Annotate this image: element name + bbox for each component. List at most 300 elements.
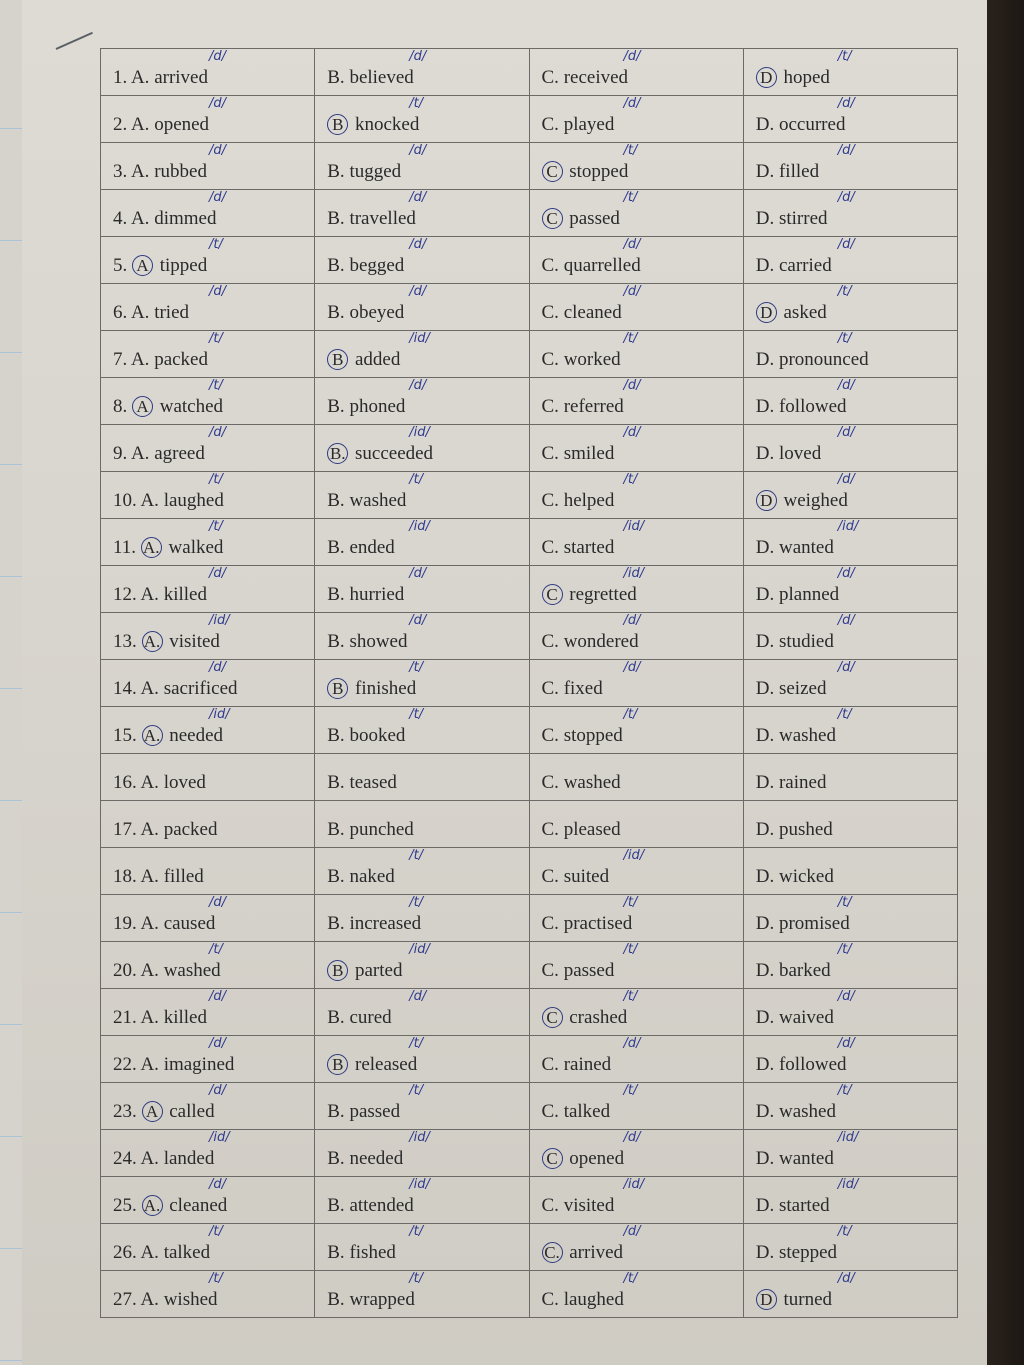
option-cell-c[interactable] [529, 660, 743, 707]
option-cell-b[interactable] [315, 1177, 529, 1224]
handwritten-phonetic-note: /d/ [209, 284, 227, 299]
option-text [756, 960, 831, 982]
option-cell-c[interactable] [529, 707, 743, 754]
option-cell-b[interactable] [315, 754, 529, 801]
question-row [101, 1177, 958, 1224]
option-word: played [563, 114, 615, 135]
option-letter: C. [541, 443, 559, 464]
circled-answer-letter: C [542, 1148, 563, 1169]
option-cell-c[interactable] [529, 942, 743, 989]
option-cell-d[interactable] [743, 895, 957, 942]
option-text [113, 208, 216, 230]
option-cell-c[interactable] [529, 49, 743, 96]
option-cell-a[interactable] [101, 1271, 315, 1318]
handwritten-phonetic-note: /d/ [209, 989, 227, 1004]
handwritten-phonetic-note: /t/ [409, 660, 424, 675]
option-cell-c[interactable] [529, 1224, 743, 1271]
option-word: stepped [778, 1242, 838, 1263]
option-text [327, 1289, 415, 1311]
option-cell-d[interactable] [743, 143, 957, 190]
question-row [101, 237, 958, 284]
option-letter: B. [327, 302, 345, 323]
handwritten-phonetic-note: /t/ [409, 707, 424, 722]
option-word: crashed [569, 1007, 628, 1028]
option-text [542, 255, 641, 277]
option-cell-a[interactable] [101, 660, 315, 707]
option-letter: B. [327, 537, 345, 558]
option-cell-b[interactable] [315, 1083, 529, 1130]
option-cell-b[interactable] [315, 190, 529, 237]
circled-answer-letter: B [327, 1054, 348, 1075]
option-text [756, 255, 832, 277]
option-text [113, 678, 238, 700]
option-word: wrapped [349, 1289, 415, 1310]
option-cell-d[interactable] [743, 519, 957, 566]
option-word: laughed [163, 490, 224, 511]
question-row [101, 754, 958, 801]
handwritten-phonetic-note: /d/ [623, 1130, 641, 1145]
option-cell-c[interactable] [529, 237, 743, 284]
question-number: 5. [113, 255, 128, 276]
circled-answer-letter: D [756, 490, 777, 511]
option-cell-c[interactable] [529, 1036, 743, 1083]
option-text [756, 678, 827, 700]
option-letter: B. [327, 1289, 345, 1310]
notebook-rule-line [0, 1360, 22, 1361]
option-cell-d[interactable] [743, 613, 957, 660]
option-text [113, 537, 223, 559]
option-text [756, 1195, 830, 1217]
handwritten-phonetic-note: /id/ [409, 331, 430, 346]
option-cell-a[interactable] [101, 1083, 315, 1130]
handwritten-phonetic-note: /d/ [623, 660, 641, 675]
option-word: agreed [154, 443, 205, 464]
handwritten-phonetic-note: /t/ [837, 895, 852, 910]
question-number: 21. [113, 1007, 137, 1028]
handwritten-phonetic-note: /d/ [837, 989, 855, 1004]
option-cell-c[interactable] [529, 1083, 743, 1130]
option-cell-b[interactable] [315, 613, 529, 660]
handwritten-phonetic-note: /id/ [409, 425, 430, 440]
option-text [756, 1148, 834, 1170]
option-cell-d[interactable] [743, 1271, 957, 1318]
option-cell-b[interactable] [315, 895, 529, 942]
option-cell-c[interactable] [529, 754, 743, 801]
option-letter: C. [541, 349, 559, 370]
option-text [756, 1101, 836, 1123]
option-text [327, 1007, 391, 1029]
option-word: talked [163, 1242, 211, 1263]
option-letter: A. [130, 67, 150, 88]
circled-answer-letter: A [132, 396, 153, 417]
option-letter: C. [541, 114, 559, 135]
option-cell-a[interactable] [101, 1130, 315, 1177]
option-word: received [563, 67, 629, 88]
option-cell-d[interactable] [743, 566, 957, 613]
option-cell-d[interactable] [743, 425, 957, 472]
option-cell-b[interactable] [315, 848, 529, 895]
option-text [327, 1195, 414, 1217]
option-cell-c[interactable] [529, 848, 743, 895]
option-cell-b[interactable] [315, 237, 529, 284]
option-text [113, 631, 220, 653]
option-cell-b[interactable] [315, 942, 529, 989]
option-word: wanted [778, 537, 834, 558]
circled-answer-letter: A. [142, 1195, 163, 1216]
option-word: killed [163, 584, 207, 605]
option-cell-a[interactable] [101, 1177, 315, 1224]
option-cell-b[interactable] [315, 284, 529, 331]
handwritten-phonetic-note: /d/ [409, 613, 427, 628]
option-cell-a[interactable] [101, 96, 315, 143]
option-cell-d[interactable] [743, 1036, 957, 1083]
option-letter: B. [327, 631, 345, 652]
option-letter: D. [755, 960, 775, 981]
option-text [542, 537, 615, 559]
option-cell-a[interactable] [101, 378, 315, 425]
option-letter: D. [755, 866, 775, 887]
option-text [542, 302, 622, 324]
option-cell-a[interactable] [101, 49, 315, 96]
handwritten-phonetic-note: /t/ [409, 895, 424, 910]
option-cell-d[interactable] [743, 754, 957, 801]
option-cell-a[interactable] [101, 237, 315, 284]
option-text [756, 1054, 847, 1076]
handwritten-phonetic-note: /t/ [623, 143, 638, 158]
option-cell-b[interactable] [315, 49, 529, 96]
question-row [101, 989, 958, 1036]
option-letter: B. [327, 725, 345, 746]
option-word: released [355, 1054, 418, 1075]
option-letter: B. [327, 913, 345, 934]
option-cell-b[interactable] [315, 96, 529, 143]
option-letter: D. [755, 114, 775, 135]
option-cell-d[interactable] [743, 190, 957, 237]
option-text [113, 913, 215, 935]
option-cell-a[interactable] [101, 331, 315, 378]
option-text [756, 772, 827, 794]
option-letter: D. [755, 913, 775, 934]
option-cell-a[interactable] [101, 848, 315, 895]
option-text [327, 67, 414, 89]
question-number: 12. [113, 584, 137, 605]
option-letter: C. [541, 678, 559, 699]
option-letter: D. [755, 772, 775, 793]
option-cell-b[interactable] [315, 707, 529, 754]
option-letter: C. [541, 255, 559, 276]
option-cell-d[interactable] [743, 96, 957, 143]
option-cell-d[interactable] [743, 237, 957, 284]
option-cell-c[interactable] [529, 472, 743, 519]
option-cell-b[interactable] [315, 425, 529, 472]
option-cell-d[interactable] [743, 331, 957, 378]
option-cell-b[interactable] [315, 143, 529, 190]
option-text [113, 772, 206, 794]
option-word: followed [778, 1054, 847, 1075]
handwritten-phonetic-note: /t/ [837, 331, 852, 346]
question-row [101, 143, 958, 190]
question-row [101, 707, 958, 754]
question-number: 14. [113, 678, 137, 699]
question-number: 26. [113, 1242, 137, 1263]
option-cell-d[interactable] [743, 660, 957, 707]
option-cell-b[interactable] [315, 1271, 529, 1318]
option-text [113, 490, 224, 512]
question-row [101, 1083, 958, 1130]
option-cell-c[interactable] [529, 143, 743, 190]
question-number: 18. [113, 866, 137, 887]
option-cell-a[interactable] [101, 425, 315, 472]
option-cell-b[interactable] [315, 519, 529, 566]
question-number: 6. [113, 302, 128, 323]
option-letter: B. [327, 67, 345, 88]
option-cell-a[interactable] [101, 190, 315, 237]
option-text [327, 772, 397, 794]
option-letter: C. [541, 960, 559, 981]
option-text [113, 1289, 218, 1311]
option-letter: A. [140, 960, 159, 981]
option-cell-b[interactable] [315, 1036, 529, 1083]
option-text [542, 913, 633, 935]
option-cell-d[interactable] [743, 1130, 957, 1177]
option-word: ended [349, 537, 395, 558]
option-text [327, 1242, 396, 1264]
option-text [542, 1242, 624, 1264]
option-word: landed [163, 1148, 215, 1169]
handwritten-phonetic-note: /id/ [409, 519, 430, 534]
option-cell-a[interactable] [101, 519, 315, 566]
option-text [542, 725, 623, 747]
option-cell-b[interactable] [315, 1224, 529, 1271]
question-number: 23. [113, 1101, 137, 1122]
option-text [327, 631, 407, 653]
option-cell-d[interactable] [743, 378, 957, 425]
question-number: 25. [113, 1195, 137, 1216]
circled-answer-letter: D [756, 1289, 777, 1310]
option-text [542, 678, 603, 700]
option-word: started [778, 1195, 830, 1216]
option-letter: D. [755, 208, 775, 229]
option-word: stopped [563, 725, 623, 746]
option-text [113, 584, 207, 606]
option-cell-a[interactable] [101, 801, 315, 848]
option-text [327, 1101, 400, 1123]
handwritten-phonetic-note: /d/ [209, 1177, 227, 1192]
option-text [542, 396, 624, 418]
option-cell-a[interactable] [101, 613, 315, 660]
option-cell-a[interactable] [101, 895, 315, 942]
option-cell-b[interactable] [315, 566, 529, 613]
question-number: 11. [113, 537, 137, 558]
option-word: visited [563, 1195, 615, 1216]
option-letter: A. [130, 349, 150, 370]
handwritten-phonetic-note: /t/ [209, 1224, 223, 1239]
handwritten-phonetic-note: /d/ [409, 566, 427, 581]
option-text [327, 584, 404, 606]
option-word: referred [563, 396, 624, 417]
notebook-rule-line [0, 1248, 22, 1249]
option-letter: A. [130, 161, 150, 182]
option-cell-c[interactable] [529, 331, 743, 378]
option-word: attended [349, 1195, 414, 1216]
option-cell-a[interactable] [101, 143, 315, 190]
option-text [542, 819, 621, 841]
handwritten-phonetic-note: /t/ [209, 1271, 223, 1286]
handwritten-phonetic-note: /d/ [209, 143, 227, 158]
option-text [327, 913, 421, 935]
handwritten-phonetic-note: /d/ [209, 660, 227, 675]
option-text [327, 349, 400, 371]
option-word: naked [349, 866, 395, 887]
handwritten-phonetic-note: /d/ [623, 49, 641, 64]
option-cell-a[interactable] [101, 566, 315, 613]
option-cell-a[interactable] [101, 754, 315, 801]
handwritten-phonetic-note: /d/ [409, 237, 427, 252]
option-cell-a[interactable] [101, 707, 315, 754]
option-cell-c[interactable] [529, 1271, 743, 1318]
option-cell-d[interactable] [743, 284, 957, 331]
option-cell-c[interactable] [529, 1130, 743, 1177]
option-cell-d[interactable] [743, 472, 957, 519]
question-row [101, 566, 958, 613]
option-letter: C. [541, 1054, 559, 1075]
handwritten-phonetic-note: /t/ [837, 942, 852, 957]
option-word: fished [349, 1242, 396, 1263]
handwritten-phonetic-note: /t/ [623, 895, 638, 910]
option-letter: C. [541, 396, 559, 417]
handwritten-phonetic-note: /d/ [623, 96, 641, 111]
option-cell-c[interactable] [529, 378, 743, 425]
notebook-rule-line [0, 352, 22, 353]
handwritten-phonetic-note: /d/ [409, 378, 427, 393]
option-text [756, 819, 833, 841]
option-cell-a[interactable] [101, 1036, 315, 1083]
option-word: wondered [563, 631, 639, 652]
option-cell-c[interactable] [529, 519, 743, 566]
question-row [101, 378, 958, 425]
circled-answer-letter: B. [327, 443, 348, 464]
option-text [113, 396, 223, 418]
option-cell-a[interactable] [101, 472, 315, 519]
handwritten-phonetic-note: /d/ [209, 425, 227, 440]
handwritten-phonetic-note: /d/ [623, 237, 641, 252]
option-text [327, 114, 419, 136]
option-text [756, 725, 836, 747]
handwritten-phonetic-note: /d/ [837, 378, 855, 393]
pronunciation-answer-table [100, 48, 958, 1318]
option-cell-b[interactable] [315, 1130, 529, 1177]
handwritten-phonetic-note: /d/ [209, 566, 227, 581]
handwritten-phonetic-note: /id/ [209, 1130, 230, 1145]
option-word: imagined [163, 1054, 235, 1075]
question-number: 3. [113, 161, 128, 182]
option-letter: A. [130, 302, 150, 323]
option-text [327, 960, 402, 982]
question-number: 20. [113, 960, 137, 981]
option-word: planned [778, 584, 840, 605]
option-letter: C. [541, 819, 559, 840]
option-cell-d[interactable] [743, 989, 957, 1036]
option-cell-d[interactable] [743, 707, 957, 754]
option-letter: C. [541, 913, 559, 934]
option-letter: C. [541, 772, 559, 793]
option-cell-d[interactable] [743, 942, 957, 989]
option-word: teased [349, 772, 397, 793]
handwritten-phonetic-note: /id/ [623, 1177, 645, 1192]
option-cell-c[interactable] [529, 989, 743, 1036]
option-cell-b[interactable] [315, 989, 529, 1036]
option-cell-d[interactable] [743, 49, 957, 96]
handwritten-phonetic-note: /d/ [209, 190, 227, 205]
option-letter: D. [755, 1195, 775, 1216]
option-cell-b[interactable] [315, 472, 529, 519]
option-text [327, 161, 401, 183]
handwritten-phonetic-note: /t/ [837, 707, 852, 722]
option-cell-d[interactable] [743, 801, 957, 848]
handwritten-phonetic-note: /t/ [409, 96, 424, 111]
option-word: rained [778, 772, 827, 793]
option-cell-d[interactable] [743, 1177, 957, 1224]
option-cell-d[interactable] [743, 1083, 957, 1130]
option-letter: D. [755, 678, 775, 699]
option-word: pushed [778, 819, 833, 840]
option-cell-a[interactable] [101, 942, 315, 989]
option-word: occurred [778, 114, 846, 135]
option-letter: D. [755, 396, 775, 417]
option-word: arrived [569, 1242, 624, 1263]
option-cell-c[interactable] [529, 425, 743, 472]
option-text [542, 1148, 625, 1170]
option-cell-c[interactable] [529, 613, 743, 660]
option-cell-a[interactable] [101, 1224, 315, 1271]
option-cell-b[interactable] [315, 801, 529, 848]
option-word: asked [783, 302, 827, 323]
option-cell-a[interactable] [101, 284, 315, 331]
option-text [756, 537, 834, 559]
option-cell-c[interactable] [529, 190, 743, 237]
handwritten-phonetic-note: /id/ [623, 519, 645, 534]
option-word: arrived [154, 67, 208, 88]
option-text [542, 960, 615, 982]
option-letter: A. [140, 866, 159, 887]
handwritten-phonetic-note: /t/ [623, 989, 638, 1004]
option-cell-d[interactable] [743, 848, 957, 895]
option-cell-b[interactable] [315, 660, 529, 707]
question-number: 10. [113, 490, 137, 511]
notebook-rule-line [0, 912, 22, 913]
option-cell-c[interactable] [529, 284, 743, 331]
option-letter: B. [327, 819, 345, 840]
option-cell-c[interactable] [529, 566, 743, 613]
handwritten-phonetic-note: /id/ [409, 1177, 430, 1192]
option-word: wished [163, 1289, 218, 1310]
desk-background [985, 0, 1024, 1365]
option-word: fixed [563, 678, 603, 699]
option-letter: A. [140, 490, 159, 511]
option-cell-c[interactable] [529, 801, 743, 848]
option-cell-d[interactable] [743, 1224, 957, 1271]
option-text [113, 1054, 234, 1076]
option-cell-a[interactable] [101, 989, 315, 1036]
option-text [756, 631, 834, 653]
option-word: needed [169, 725, 224, 746]
option-cell-b[interactable] [315, 378, 529, 425]
handwritten-phonetic-note: /t/ [837, 1224, 852, 1239]
option-cell-c[interactable] [529, 1177, 743, 1224]
option-cell-b[interactable] [315, 331, 529, 378]
option-cell-c[interactable] [529, 895, 743, 942]
option-cell-c[interactable] [529, 96, 743, 143]
